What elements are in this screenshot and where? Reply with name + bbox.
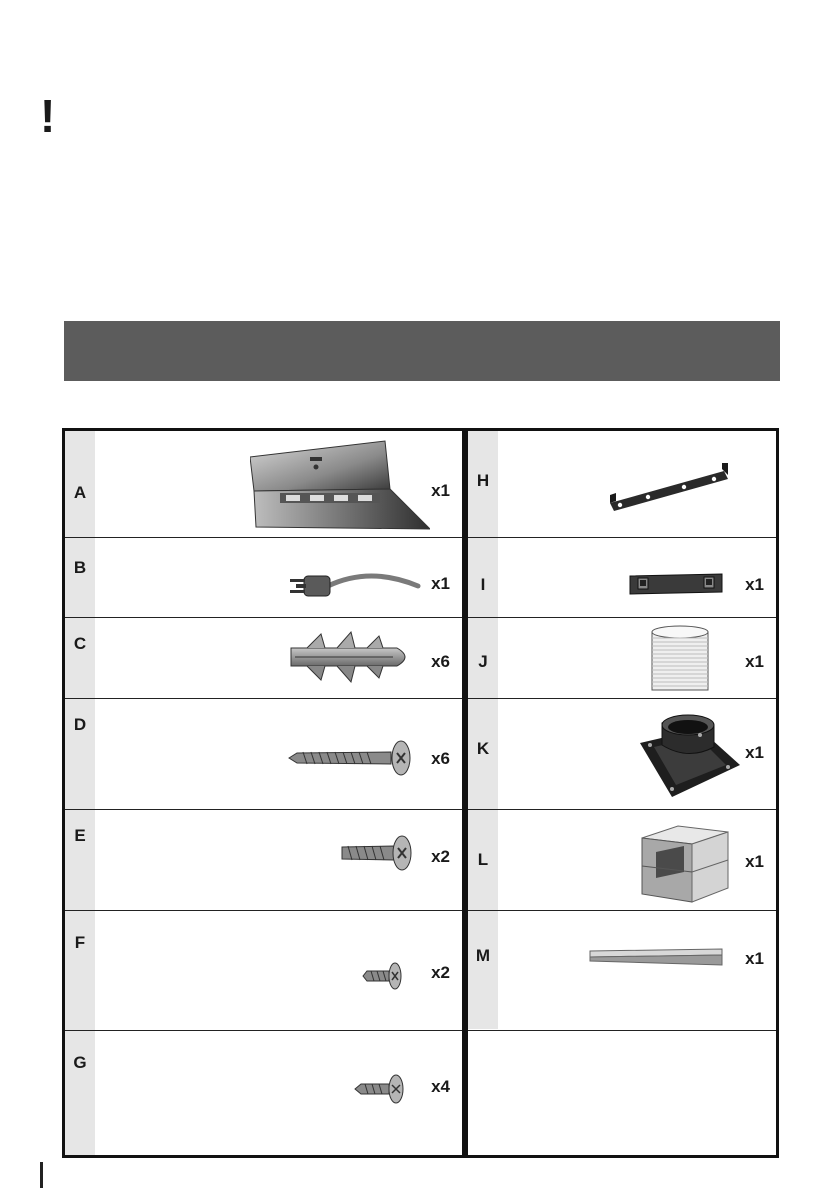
part-letter: F bbox=[74, 933, 86, 952]
part-letter: L bbox=[477, 850, 489, 869]
small-screw-icon bbox=[361, 961, 403, 991]
part-letter: A bbox=[73, 483, 87, 502]
part-row-k bbox=[468, 699, 776, 810]
part-row-b bbox=[65, 538, 462, 618]
part-row-i bbox=[468, 538, 776, 618]
part-quantity: x1 bbox=[431, 481, 450, 500]
part-quantity: x1 bbox=[745, 575, 764, 594]
part-row-e bbox=[65, 810, 462, 911]
medium-screw-icon bbox=[340, 834, 412, 872]
parts-panel-left bbox=[62, 428, 465, 1158]
part-row-c bbox=[65, 618, 462, 699]
range-hood-icon bbox=[250, 439, 430, 531]
part-quantity: x1 bbox=[745, 743, 764, 762]
warning-icon: ! bbox=[40, 90, 56, 142]
part-letter: B bbox=[73, 558, 87, 577]
section-header-bar bbox=[64, 321, 780, 381]
part-letter: M bbox=[475, 946, 491, 965]
part-letter: K bbox=[476, 739, 490, 758]
part-quantity: x6 bbox=[431, 749, 450, 768]
long-screw-icon bbox=[287, 739, 413, 777]
part-row-f bbox=[65, 911, 462, 1031]
part-row-a bbox=[65, 431, 462, 538]
part-row-h bbox=[468, 431, 776, 538]
wall-anchor-icon bbox=[287, 628, 417, 686]
part-quantity: x1 bbox=[745, 852, 764, 871]
duct-flange-icon bbox=[638, 709, 742, 797]
duct-cover-icon bbox=[636, 822, 732, 908]
empty-cell bbox=[468, 1031, 776, 1155]
part-letter: G bbox=[73, 1053, 87, 1072]
part-quantity: x6 bbox=[431, 652, 450, 671]
mounting-bracket-icon bbox=[606, 461, 732, 513]
part-letter: E bbox=[74, 826, 86, 845]
part-letter: D bbox=[73, 715, 87, 734]
part-quantity: x1 bbox=[745, 949, 764, 968]
part-letter: H bbox=[476, 471, 490, 490]
strip-icon bbox=[586, 947, 726, 969]
short-screw-icon bbox=[353, 1073, 405, 1105]
part-row-l bbox=[468, 810, 776, 911]
part-row-d bbox=[65, 699, 462, 810]
part-letter: I bbox=[480, 575, 486, 594]
part-letter: J bbox=[478, 652, 488, 671]
part-row-m bbox=[468, 911, 776, 1031]
flexible-duct-icon bbox=[648, 624, 712, 696]
part-quantity: x2 bbox=[431, 847, 450, 866]
small-bracket-icon bbox=[626, 568, 726, 600]
part-quantity: x1 bbox=[431, 574, 450, 593]
part-quantity: x4 bbox=[431, 1077, 450, 1096]
power-plug-icon bbox=[290, 562, 422, 604]
part-row-g bbox=[65, 1031, 462, 1155]
part-row-j bbox=[468, 618, 776, 699]
part-quantity: x1 bbox=[745, 652, 764, 671]
part-quantity: x2 bbox=[431, 963, 450, 982]
part-letter: C bbox=[73, 634, 87, 653]
parts-panel-right bbox=[465, 428, 779, 1158]
page-edge-marker bbox=[40, 1162, 43, 1188]
